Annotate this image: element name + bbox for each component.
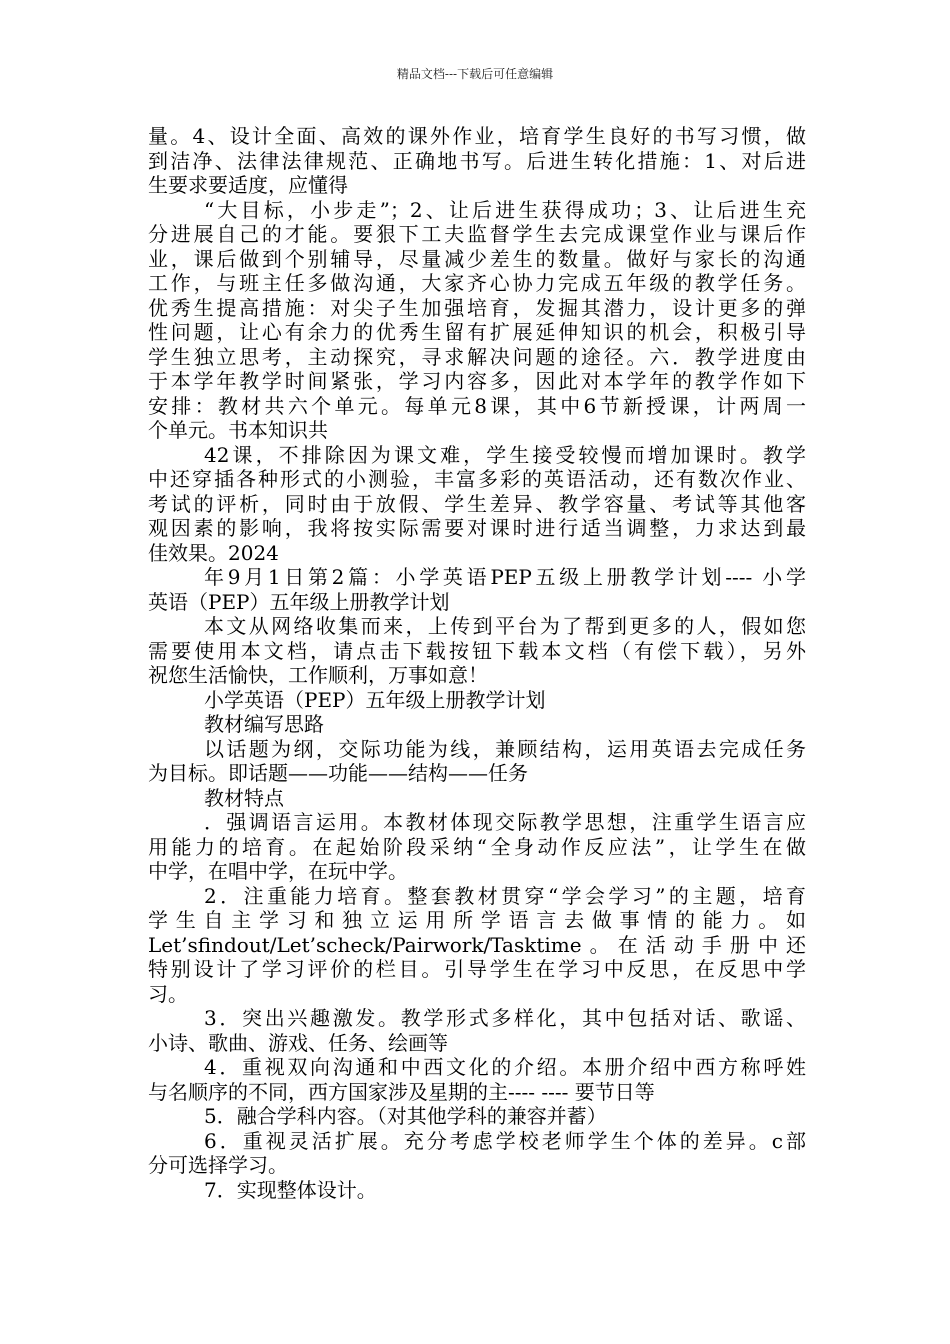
text-line: 为目标。即话题——功能——结构——任务 bbox=[148, 761, 528, 785]
text-line: 祝您生活愉快，工作顺利，万事如意！ bbox=[148, 663, 488, 687]
text-line: 观因素的影响，我将按实际需要对课时进行适当调整，力求达到最 bbox=[148, 516, 806, 540]
text-line: 与名顺序的不同，西方国家涉及星期的主---- ---- 要节日等 bbox=[148, 1079, 655, 1104]
text-line: 以话题为纲，交际功能为线，兼顾结构，运用英语去完成任务 bbox=[204, 736, 806, 761]
text-line: 年9月1日第2篇：小学英语PEP五级上册教学计划---- 小学 bbox=[204, 565, 806, 589]
text-line: 性问题，让心有余力的优秀生留有扩展延伸知识的机会，积极引导 bbox=[148, 320, 806, 344]
text-line: 量。4、设计全面、高效的课外作业，培育学生良好的书写习惯，做 bbox=[148, 124, 806, 148]
text-line: 6．重视灵活扩展。充分考虑学校老师学生个体的差异。c部 bbox=[204, 1128, 806, 1153]
text-line: 工作，与班主任多做沟通，大家齐心协力完成五年级的教学任务。 bbox=[148, 271, 806, 295]
text-line: ．强调语言运用。本教材体现交际教学思想，注重学生语言应 bbox=[204, 810, 806, 834]
text-line: 中还穿插各种形式的小测验，丰富多彩的英语活动，还有数次作业、 bbox=[148, 467, 806, 491]
text-line: “大目标，小步走”；2、让后进生获得成功；3、让后进生充 bbox=[204, 197, 806, 222]
text-line: 个单元。书本知识共 bbox=[148, 418, 328, 442]
text-line: 业，课后做到个别辅导，尽量减少差生的数量。做好与家长的沟通 bbox=[148, 246, 806, 271]
document-body bbox=[148, 124, 806, 1202]
text-line: 42课，不排除因为课文难，学生接受较慢而增加课时。教学 bbox=[204, 442, 806, 467]
text-line: 到洁净、法律法律规范、正确地书写。后进生转化措施：1、对后进 bbox=[148, 148, 806, 173]
text-line: 分可选择学习。 bbox=[148, 1153, 288, 1177]
page-header: 精品文档---下载后可任意编辑 bbox=[396, 67, 554, 81]
text-line: 需要使用本文档，请点击下载按钮下载本文档（有偿下载），另外 bbox=[148, 638, 806, 663]
text-line: 2．注重能力培育。整套教材贯穿“学会学习”的主题，培育 bbox=[204, 883, 806, 908]
text-line: 优秀生提高措施：对尖子生加强培育，发掘其潜力，设计更多的弹 bbox=[148, 295, 806, 320]
text-line: 考试的评析，同时由于放假、学生差异、教学容量、考试等其他客 bbox=[148, 491, 806, 516]
text-line: 于本学年教学时间紧张，学习内容多，因此对本学年的教学作如下 bbox=[148, 369, 806, 393]
text-line: 7．实现整体设计。 bbox=[204, 1177, 377, 1202]
text-line: 用能力的培育。在起始阶段采纳“全身动作反应法”，让学生在做 bbox=[148, 834, 806, 859]
text-line: 安排：教材共六个单元。每单元8课，其中6节新授课，计两周一 bbox=[148, 393, 806, 418]
text-line: 习。 bbox=[148, 981, 188, 1006]
text-line: 4．重视双向沟通和中西文化的介绍。本册介绍中西方称呼姓 bbox=[204, 1055, 806, 1079]
text-line: 小学英语（PEP）五年级上册教学计划 bbox=[204, 687, 546, 712]
text-line: 3．突出兴趣激发。教学形式多样化，其中包括对话、歌谣、 bbox=[204, 1006, 806, 1030]
text-line: 本文从网络收集而来，上传到平台为了帮到更多的人，假如您 bbox=[204, 614, 806, 638]
text-line: 教材特点 bbox=[204, 785, 284, 810]
text-line: 分进展自己的才能。要狠下工夫监督学生去完成课堂作业与课后作 bbox=[148, 222, 806, 246]
text-line: 特别设计了学习评价的栏目。引导学生在学习中反思，在反思中学 bbox=[148, 957, 806, 981]
text-line: 学生独立思考，主动探究，寻求解决问题的途径。六．教学进度由 bbox=[148, 344, 806, 369]
text-line: 英语（PEP）五年级上册教学计划 bbox=[148, 589, 450, 614]
text-line: 佳效果。2024 bbox=[148, 540, 279, 565]
text-line: 生要求要适度，应懂得 bbox=[148, 173, 348, 197]
text-line: 中学，在唱中学，在玩中学。 bbox=[148, 859, 408, 883]
text-line: 小诗、歌曲、游戏、任务、绘画等 bbox=[148, 1030, 448, 1055]
text-line: 学生自主学习和独立运用所学语言去做事情的能力。如 bbox=[148, 908, 806, 932]
text-line: 5．融合学科内容。（对其他学科的兼容并蓄） bbox=[204, 1104, 607, 1128]
text-line: Let’sfindout/Let’scheck/Pairwork/Tasktime。在活动手册中还 bbox=[148, 932, 806, 957]
text-line: 教材编写思路 bbox=[204, 712, 324, 736]
